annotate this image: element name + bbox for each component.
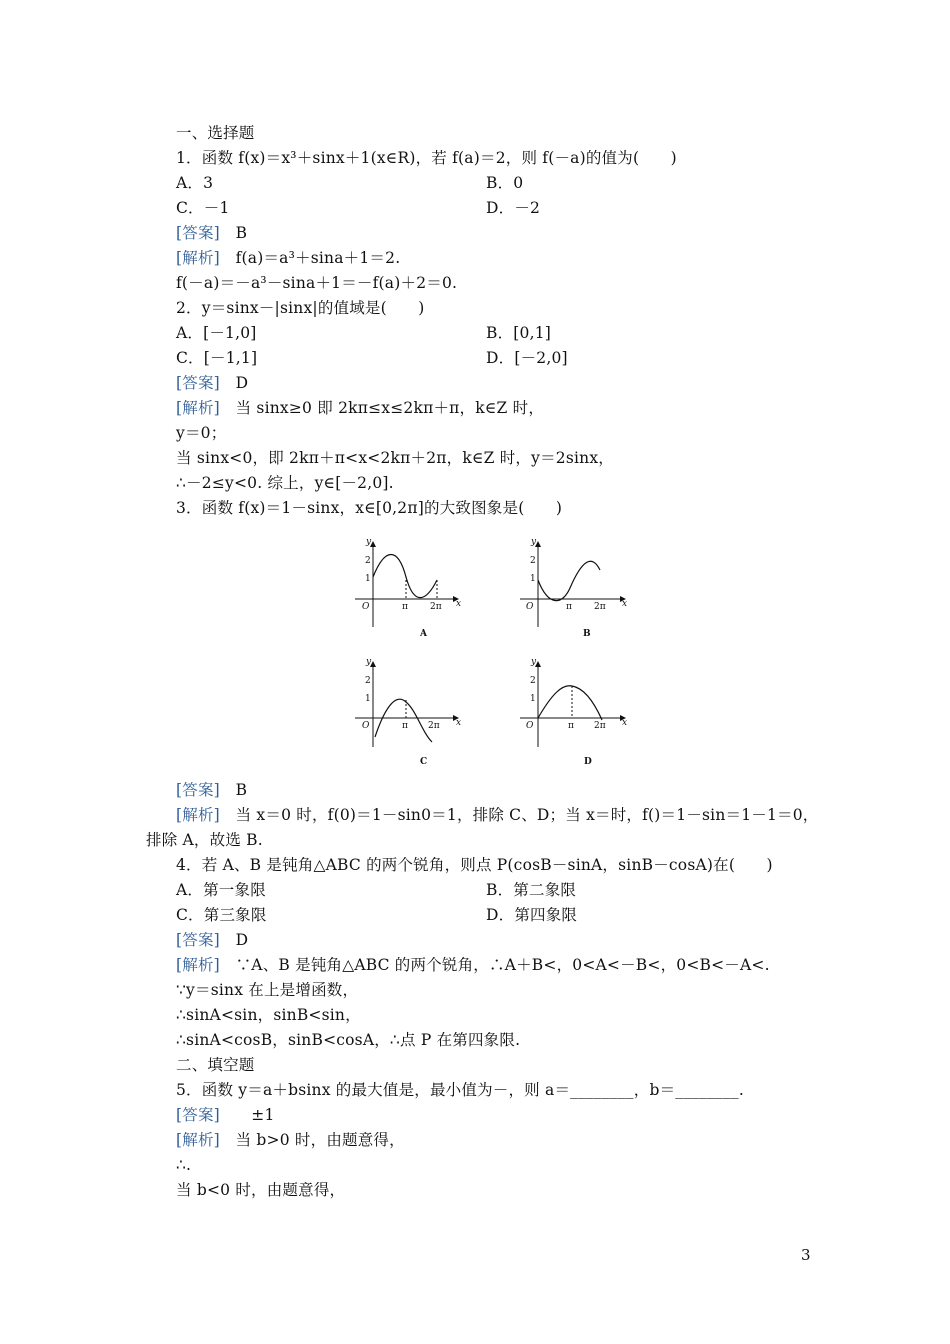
graph-d-origin: O	[526, 721, 534, 731]
answer-tag: [答案]	[176, 781, 220, 799]
graph-d-x-label: x	[622, 718, 628, 728]
graph-b	[520, 542, 628, 627]
graph-c-caption: C	[420, 757, 428, 767]
graph-a-tick-2pi: 2π	[430, 602, 442, 612]
graph-a-tick-1: 1	[365, 574, 371, 584]
analysis-text: ∵A、B 是钝角△ABC 的两个锐角，∴A＋B<，0<A<－B<，0<B<－A<.	[235, 956, 770, 974]
graph-a-caption: A	[420, 629, 427, 639]
graph-c-tick-2pi: 2π	[428, 721, 440, 731]
graph-c-tick-pi: π	[402, 721, 408, 731]
q2-analysis-2: y＝0；	[176, 424, 227, 442]
analysis-text: f(a)＝a³＋sina＋1＝2.	[235, 249, 401, 267]
graph-d-caption: D	[584, 757, 592, 767]
q4-options-row1	[176, 881, 577, 899]
analysis-tag: [解析]	[176, 806, 220, 824]
graph-c-tick-2: 2	[365, 676, 371, 686]
q5-answer	[176, 1106, 275, 1124]
graph-b-y-label: y	[531, 537, 537, 547]
q1-stem: 1．函数 f(x)＝x³＋sinx＋1(x∈R)，若 f(a)＝2，则 f(－a)的值为( )	[176, 149, 677, 167]
q1-analysis-1	[176, 249, 400, 267]
q3-answer	[176, 781, 247, 799]
q2-option-a: A．[－1,0]	[176, 324, 257, 342]
q4-answer	[176, 931, 248, 949]
graph-a	[355, 542, 458, 627]
answer-value: B	[235, 781, 248, 799]
graph-d-curve	[538, 686, 602, 720]
graph-d-tick-pi: π	[568, 721, 574, 731]
graph-d-y-label: y	[531, 657, 537, 667]
q2-options-row2	[176, 349, 568, 367]
q2-stem: 2．y＝sinx－|sinx|的值域是( )	[176, 299, 425, 317]
graph-c-x-label: x	[456, 718, 462, 728]
q4-option-c: C．第三象限	[176, 906, 267, 924]
q2-analysis-4: ∴－2≤y<0. 综上，y∈[－2,0].	[176, 474, 394, 492]
graph-b-tick-2pi: 2π	[594, 602, 606, 612]
graph-a-x-label: x	[456, 599, 462, 609]
q2-analysis-1	[176, 399, 544, 417]
q2-answer	[176, 374, 248, 392]
graph-c-y-label: y	[366, 657, 372, 667]
answer-value: ±1	[235, 1106, 275, 1124]
graph-c-origin: O	[362, 721, 370, 731]
q1-option-d: D．－2	[486, 199, 541, 217]
q4-analysis-3: ∴sinA<sin，sinB<sin，	[176, 1006, 361, 1024]
q3-analysis-2: 排除 A，故选 B.	[146, 831, 263, 849]
answer-tag: [答案]	[176, 374, 220, 392]
q4-option-a: A．第一象限	[176, 881, 266, 899]
graph-b-caption: B	[583, 629, 591, 639]
analysis-tag: [解析]	[176, 956, 220, 974]
analysis-text: 当 b>0 时，由题意得，	[235, 1131, 405, 1149]
graph-d-tick-2pi: 2π	[594, 721, 606, 731]
q3-graphs-figure	[340, 532, 640, 772]
q2-option-b: B．[0,1]	[486, 324, 552, 342]
q5-analysis-3: 当 b<0 时，由题意得，	[176, 1181, 346, 1199]
graph-a-tick-pi: π	[402, 602, 408, 612]
graph-b-x-label: x	[622, 599, 628, 609]
q5-analysis-1	[176, 1131, 405, 1149]
q4-options-row2	[176, 906, 578, 924]
q5-analysis-2: ∴.	[176, 1156, 192, 1174]
q4-stem: 4．若 A、B 是钝角△ABC 的两个锐角，则点 P(cosB－sinA，sinB－cosA)在( )	[176, 856, 773, 874]
answer-tag: [答案]	[176, 931, 220, 949]
q3-stem: 3．函数 f(x)＝1－sinx，x∈[0,2π]的大致图象是( )	[176, 499, 563, 517]
q1-answer	[176, 224, 247, 242]
graph-c-tick-1: 1	[365, 694, 371, 704]
q4-analysis-4: ∴sinA<cosB，sinB<cosA，∴点 P 在第四象限.	[176, 1031, 521, 1049]
graph-b-tick-pi: π	[566, 602, 572, 612]
graph-a-origin: O	[362, 602, 370, 612]
graph-a-y-label: y	[366, 537, 372, 547]
graph-c	[355, 662, 458, 747]
q4-option-b: B．第二象限	[486, 881, 577, 899]
answer-value: D	[235, 374, 249, 392]
section-title-fill: 二、填空题	[176, 1056, 255, 1074]
q3-analysis-1	[176, 806, 819, 824]
answer-tag: [答案]	[176, 224, 220, 242]
answer-value: B	[235, 224, 248, 242]
analysis-tag: [解析]	[176, 249, 220, 267]
graph-a-tick-2: 2	[365, 556, 371, 566]
graph-d	[520, 662, 628, 747]
q5-stem: 5．函数 y＝a＋bsinx 的最大值是，最小值为－，则 a＝________，b＝________.	[176, 1081, 744, 1099]
section-title-choice: 一、选择题	[176, 124, 255, 142]
q2-analysis-3: 当 sinx<0，即 2kπ＋π<x<2kπ＋2π，k∈Z 时，y＝2sinx，	[176, 449, 614, 467]
q2-option-d: D．[－2,0]	[486, 349, 568, 367]
graph-a-curve	[373, 555, 437, 598]
q2-options-row1	[176, 324, 552, 342]
q1-options-row1	[176, 174, 524, 192]
analysis-text: 当 sinx≥0 即 2kπ≤x≤2kπ＋π，k∈Z 时，	[235, 399, 545, 417]
graph-b-curve	[538, 561, 600, 600]
q2-option-c: C．[－1,1]	[176, 349, 258, 367]
analysis-tag: [解析]	[176, 399, 220, 417]
q1-option-a: A．3	[176, 174, 214, 192]
q1-analysis-2: f(－a)＝－a³－sina＋1＝－f(a)＋2＝0.	[176, 274, 458, 292]
answer-value: D	[235, 931, 249, 949]
graph-b-tick-1: 1	[530, 574, 536, 584]
answer-tag: [答案]	[176, 1106, 220, 1124]
graph-b-origin: O	[526, 602, 534, 612]
page-number: 3	[801, 1246, 811, 1264]
q4-analysis-1	[176, 956, 770, 974]
graph-d-tick-1: 1	[530, 694, 536, 704]
q1-option-c: C．－1	[176, 199, 230, 217]
q4-analysis-2: ∵y＝sinx 在上是增函数，	[176, 981, 359, 999]
graph-d-tick-2: 2	[530, 676, 536, 686]
analysis-text: 当 x＝0 时，f(0)＝1－sin0＝1，排除 C、D；当 x＝时，f()＝1－sin＝1－1＝0，	[235, 806, 819, 824]
q4-option-d: D．第四象限	[486, 906, 578, 924]
graph-b-tick-2: 2	[530, 556, 536, 566]
analysis-tag: [解析]	[176, 1131, 220, 1149]
q1-option-b: B．0	[486, 174, 524, 192]
q1-options-row2	[176, 199, 541, 217]
